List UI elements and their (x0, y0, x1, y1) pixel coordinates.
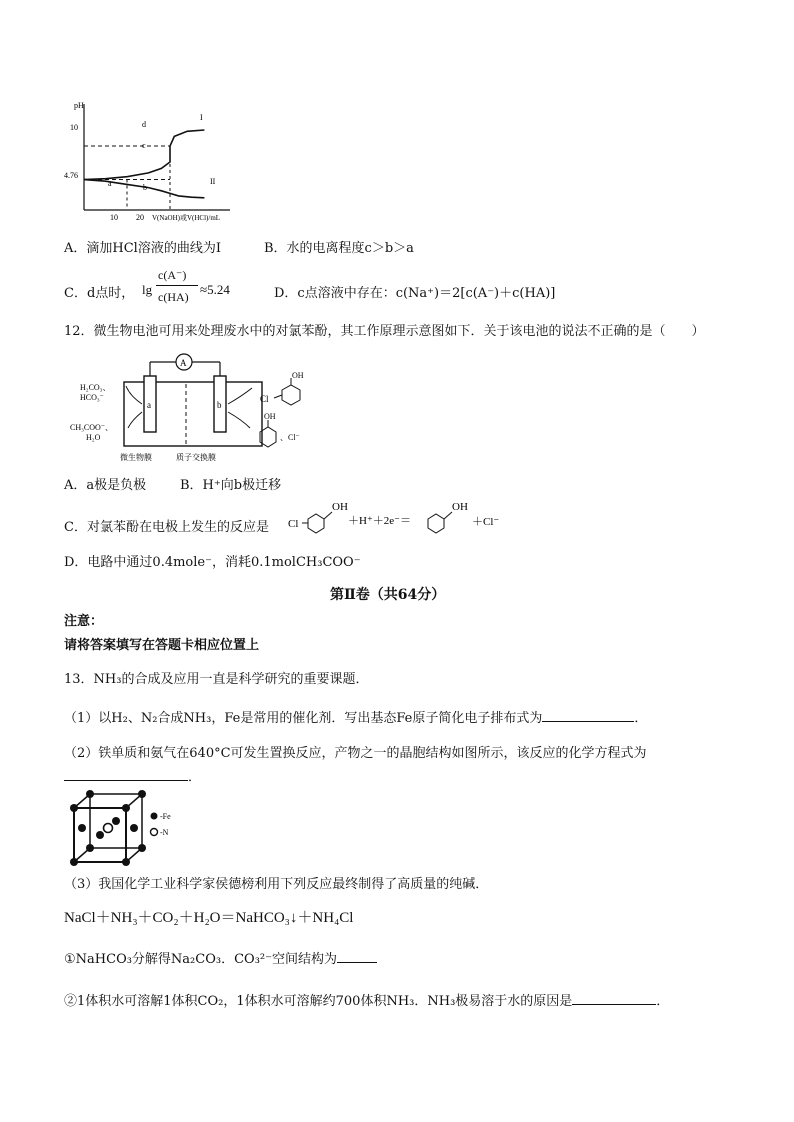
q13-part2-answer (64, 766, 201, 785)
q11-option-c-suffix: ≈5.24 (200, 282, 230, 297)
reactant-benzene-ring (308, 514, 324, 533)
point-d: d (142, 120, 146, 129)
q12-option-a: A．a极是负极 (64, 478, 147, 493)
x-axis-label: V(NaOH)或V(HCl)/mL (152, 214, 221, 222)
q11-option-c-num: c(A⁻) (158, 268, 187, 282)
y-tick-4.76: 4.76 (64, 171, 78, 180)
chlorophenol-cl: Cl (260, 394, 269, 404)
q13-stem: 13．NH₃的合成及应用一直是科学研究的重要课题． (64, 672, 369, 687)
q12-option-c-prefix: C．对氯苯酚在电极上发生的反应是 (64, 520, 269, 535)
battery-diagram (64, 346, 314, 466)
q11-option-d: D．c点溶液中存在：c(Na⁺)＝2[c(A⁻)＋c(HA)] (274, 286, 556, 301)
answer-blank (572, 992, 656, 1005)
y-axis-label: pH (74, 101, 84, 110)
left-top-label-2: HCO₃⁻ (80, 393, 104, 402)
left-top-label: H₂CO₃、 (80, 383, 111, 392)
point-c: c (142, 141, 146, 150)
y-tick-10: 10 (70, 123, 78, 132)
q12-option-b: B．H⁺向b极迁移 (180, 478, 282, 493)
answer-blank (337, 950, 377, 963)
q13-sub1-text: ①NaHCO₃分解得Na₂CO₃．CO₃²⁻空间结构为 (64, 952, 337, 967)
q12-option-d: D．电路中通过0.4mole⁻，消耗0.1molCH₃COO⁻ (64, 555, 361, 570)
left-bottom-label-2: H₂O (86, 433, 101, 442)
x-tick-20: 20 (136, 213, 144, 222)
q13-part1 (64, 707, 647, 726)
q13-part2-end: ． (188, 770, 202, 785)
left-bottom-label: CH₃COO⁻、 (70, 423, 114, 432)
q13-part1-text: （1）以H₂、N₂合成NH₃，Fe是常用的催化剂．写出基态Fe原子简化电子排布式为 (64, 711, 543, 726)
series-line-1 (84, 130, 204, 180)
product-chloride: ＋Cl⁻ (472, 516, 500, 528)
reactant-cl: Cl (288, 518, 299, 530)
electrode-a-label: a (147, 400, 151, 410)
q13-sub1 (64, 948, 377, 967)
q13-part1-end: ． (634, 711, 648, 726)
chlorophenol-oh: OH (292, 371, 304, 380)
phenol-oh: OH (264, 412, 276, 421)
q12-stem: 12．微生物电池可用来处理废水中的对氯苯酚，其工作原理示意图如下．关于该电池的说法不正确的是（ ） (64, 324, 705, 339)
q13-part2: （2）铁单质和氨气在640°C可发生置换反应，产物之一的晶胞结构如图所示，该反应的化学方程式为 (64, 746, 647, 761)
x-tick-10: 10 (110, 213, 118, 222)
reactant-oh: OH (332, 501, 348, 513)
q11-option-a: A．滴加HCl溶液的曲线为I (64, 241, 221, 256)
answer-blank (542, 709, 634, 722)
membrane-right-label: 质子交换膜 (176, 453, 216, 462)
product-benzene-ring (428, 514, 444, 533)
titration-chart (60, 96, 240, 224)
answer-blank (64, 768, 188, 781)
notice-label: 注意： (64, 614, 104, 629)
notice-body: 请将答案填写在答题卡相应位置上 (64, 638, 260, 653)
q11-option-c-lg: lg (142, 282, 153, 297)
point-a: a (108, 179, 112, 188)
product-oh: OH (452, 501, 468, 513)
chloride-ion: 、Cl⁻ (280, 433, 300, 442)
q11-option-c-prefix: C．d点时， (64, 286, 135, 301)
q11-option-b: B．水的电离程度c＞b＞a (264, 241, 414, 256)
legend-fe: -Fe (160, 812, 171, 821)
membrane-left-label: 微生物膜 (120, 453, 152, 462)
benzene-ring-top (282, 385, 300, 405)
electrode-b-label: b (217, 400, 222, 410)
hou-equation: NaCl＋NH₃＋CO₂＋H₂O＝NaHCO₃↓＋NH₄Cl (64, 910, 354, 926)
reaction-equation: ＋H⁺＋2e⁻＝ (348, 515, 411, 527)
q13-sub2-text: ②1体积水可溶解1体积CO₂，1体积水可溶解约700体积NH₃．NH₃极易溶于水的原因是 (64, 994, 573, 1009)
q13-part3: （3）我国化学工业科学家侯德榜利用下列反应最终制得了高质量的纯碱． (64, 877, 489, 892)
series-label-ii: II (210, 177, 216, 186)
part2-title: 第Ⅱ卷（共64分） (330, 587, 446, 603)
legend-n: -N (160, 828, 169, 837)
ammeter-label: A (180, 358, 187, 368)
crystal-cell-diagram (64, 786, 204, 868)
reaction-structures (286, 498, 526, 534)
q13-sub2-end: ． (656, 994, 670, 1009)
q13-sub2 (64, 990, 669, 1009)
series-label-i: I (200, 113, 203, 122)
q11-option-c-den: c(HA) (158, 290, 189, 304)
fraction-bar (156, 285, 198, 286)
point-b: b (143, 183, 147, 192)
